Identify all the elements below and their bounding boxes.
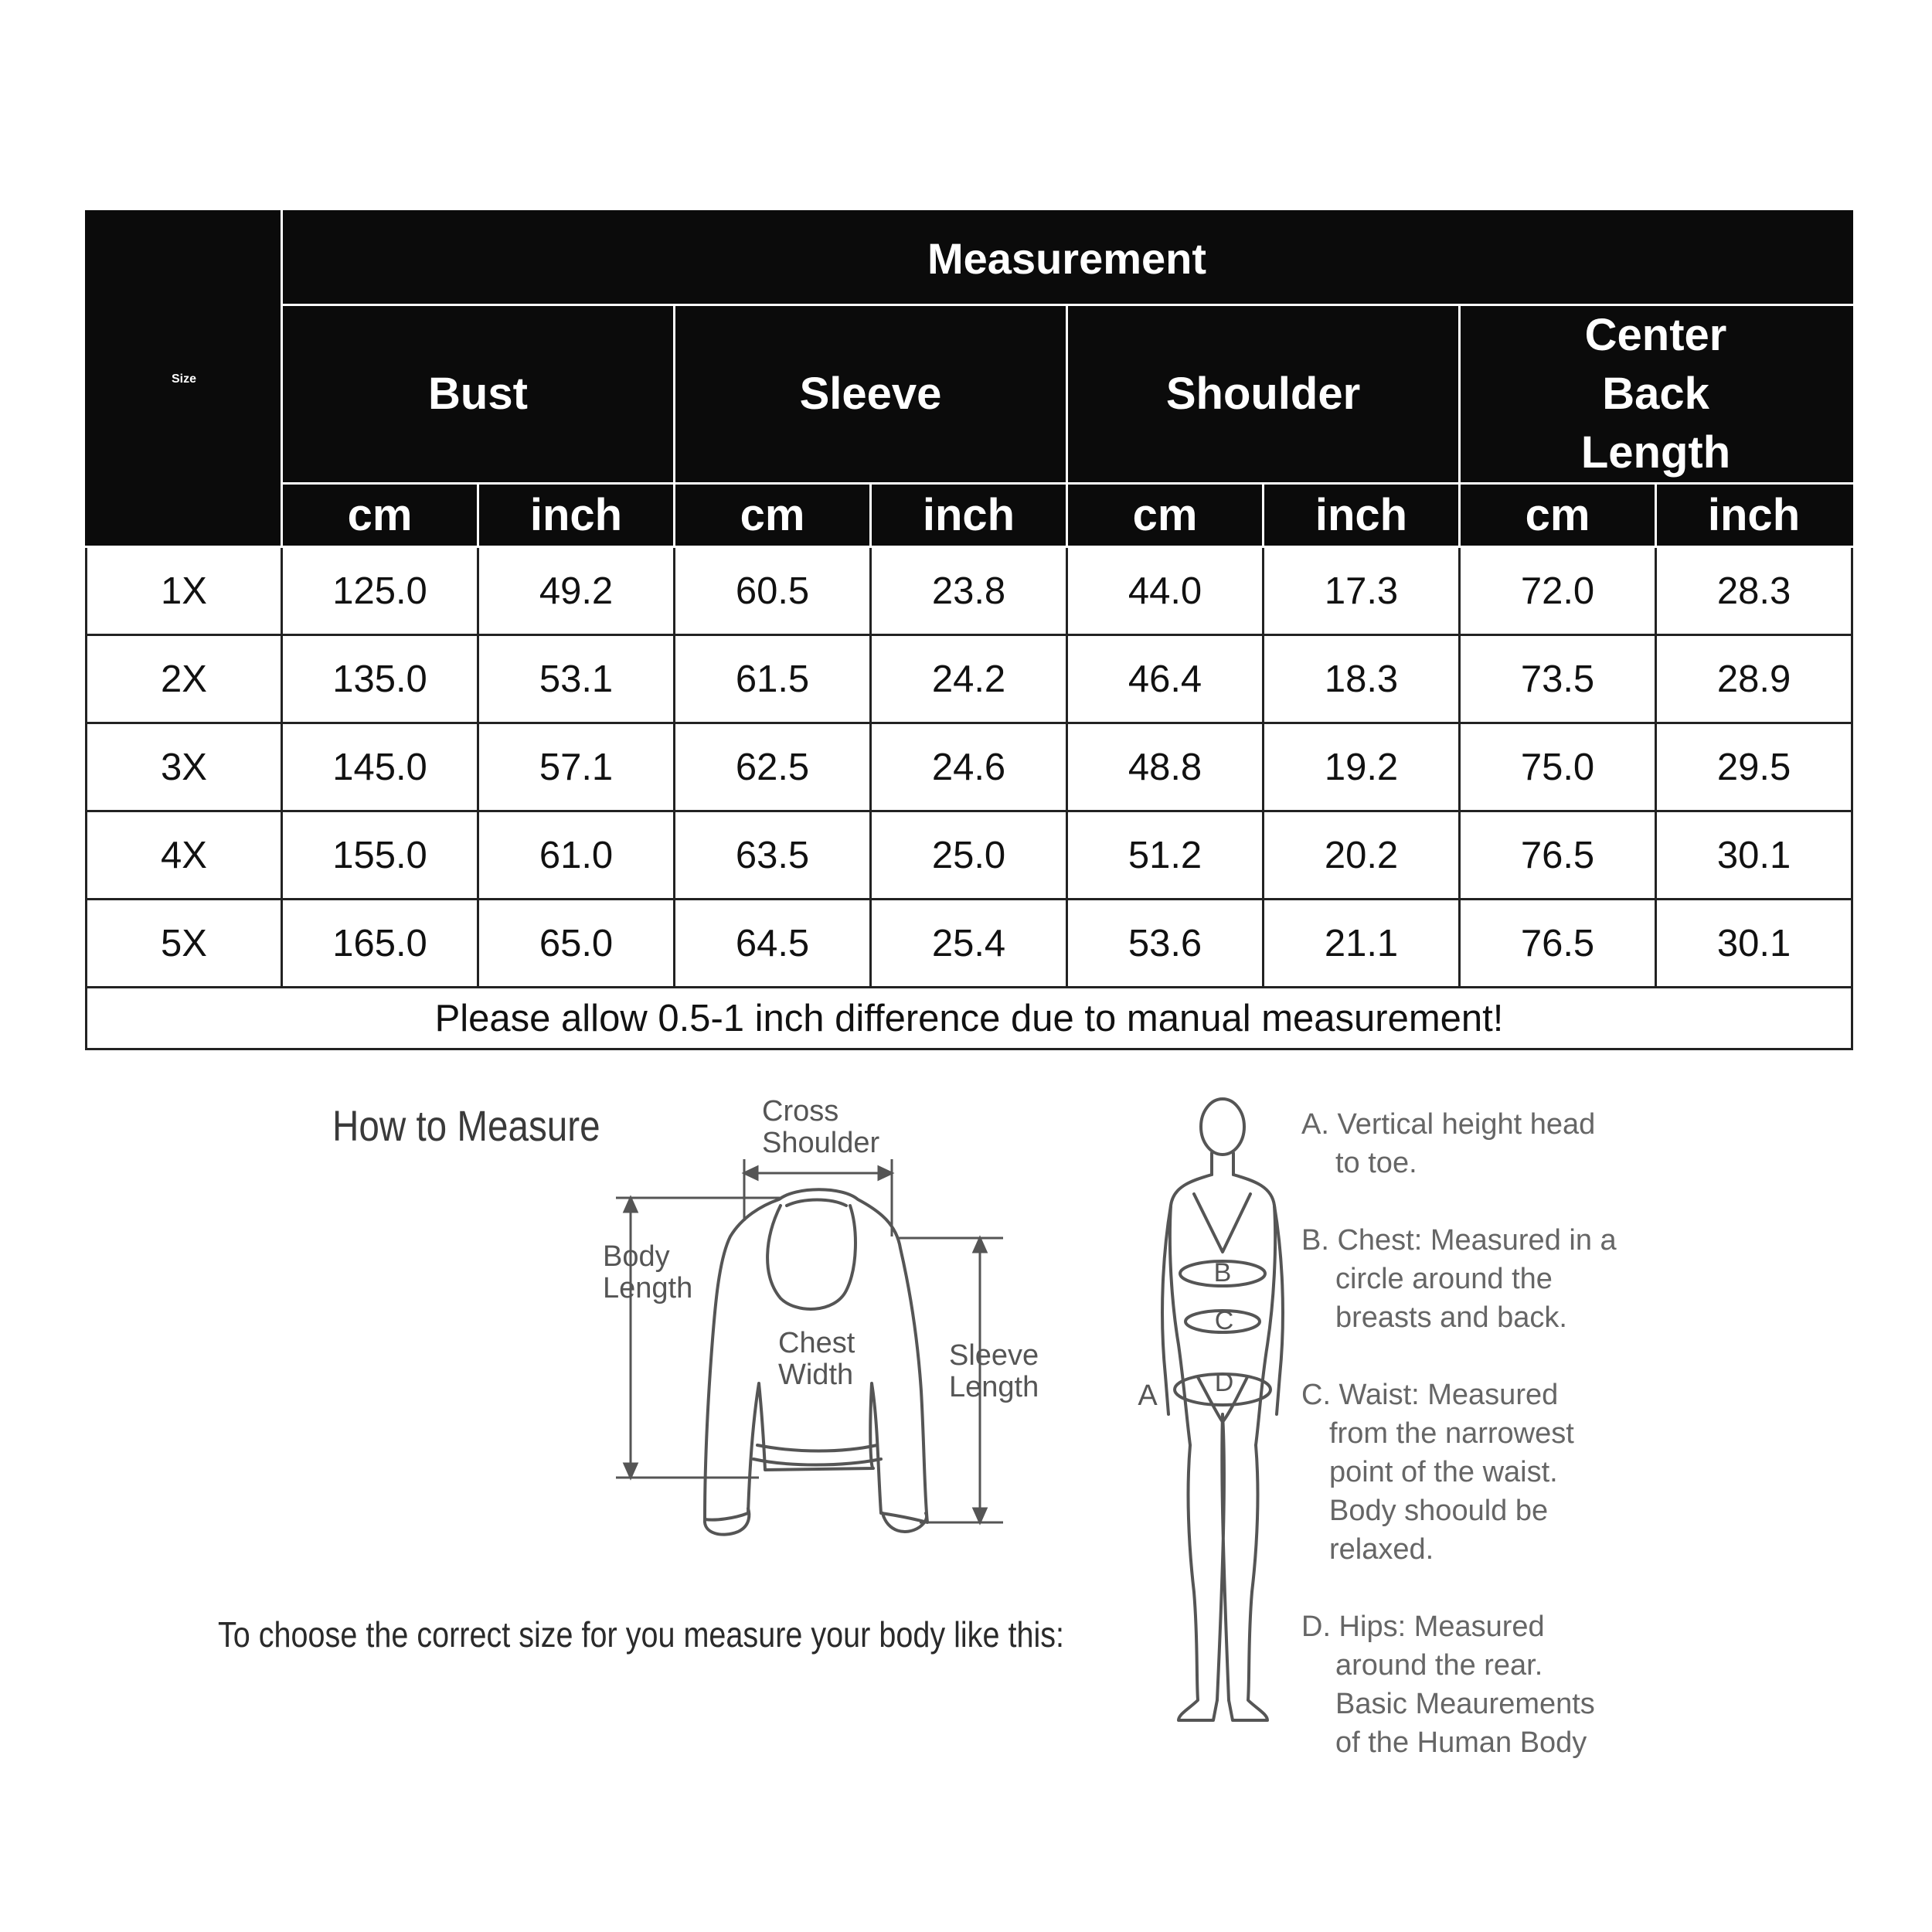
instruction-text: To choose the correct size for you measure your body like this: — [218, 1614, 1065, 1655]
value-cell: 61.5 — [675, 635, 871, 723]
bust-header: Bust — [282, 305, 675, 484]
legend-b-line1: B. Chest: Measured in a — [1301, 1224, 1617, 1257]
value-cell: 135.0 — [282, 635, 478, 723]
size-cell: 2X — [87, 635, 282, 723]
shoulder-header: Shoulder — [1067, 305, 1460, 484]
legend-b-line3: breasts and back. — [1335, 1301, 1567, 1334]
value-cell: 46.4 — [1067, 635, 1264, 723]
sweater-drawing — [705, 1189, 927, 1534]
legend-a-line2: to toe. — [1335, 1147, 1417, 1179]
value-cell: 29.5 — [1656, 723, 1852, 811]
value-cell: 165.0 — [282, 900, 478, 988]
sleeve-length-line1: Sleeve — [949, 1339, 1039, 1372]
value-cell: 125.0 — [282, 547, 478, 635]
point-d-label: D — [1214, 1368, 1234, 1397]
point-c-label: C — [1214, 1306, 1234, 1335]
value-cell: 60.5 — [675, 547, 871, 635]
chest-width-line2: Width — [778, 1359, 854, 1391]
value-cell: 49.2 — [478, 547, 675, 635]
point-b-label: B — [1213, 1258, 1232, 1287]
body-length-line1: Body — [603, 1240, 670, 1273]
value-cell: 62.5 — [675, 723, 871, 811]
value-cell: 48.8 — [1067, 723, 1264, 811]
value-cell: 65.0 — [478, 900, 675, 988]
legend-d-line2: around the rear. — [1335, 1649, 1543, 1682]
value-cell: 24.2 — [871, 635, 1067, 723]
cross-shoulder-line1: Cross — [762, 1095, 839, 1128]
size-cell: 5X — [87, 900, 282, 988]
value-cell: 76.5 — [1460, 900, 1656, 988]
legend-c-line3: point of the waist. — [1329, 1456, 1558, 1488]
size-cell: 4X — [87, 811, 282, 900]
value-cell: 25.4 — [871, 900, 1067, 988]
value-cell: 17.3 — [1264, 547, 1460, 635]
unit-header: cm — [282, 484, 478, 547]
legend-a-line1: A. Vertical height head — [1301, 1108, 1596, 1141]
legend-d-line4: of the Human Body — [1335, 1726, 1587, 1759]
legend-c-line2: from the narrowest — [1329, 1417, 1574, 1450]
value-cell: 63.5 — [675, 811, 871, 900]
value-cell: 61.0 — [478, 811, 675, 900]
value-cell: 24.6 — [871, 723, 1067, 811]
legend-c-line5: relaxed. — [1329, 1533, 1434, 1566]
cross-shoulder-line2: Shoulder — [762, 1127, 880, 1159]
unit-header: cm — [1460, 484, 1656, 547]
unit-header: inch — [1656, 484, 1852, 547]
unit-header: inch — [478, 484, 675, 547]
legend-c-line1: C. Waist: Measured — [1301, 1379, 1559, 1411]
value-cell: 20.2 — [1264, 811, 1460, 900]
chest-width-line1: Chest — [778, 1327, 855, 1359]
legend-b-line2: circle around the — [1335, 1263, 1553, 1295]
value-cell: 30.1 — [1656, 811, 1852, 900]
value-cell: 23.8 — [871, 547, 1067, 635]
legend-c — [1301, 1376, 1574, 1569]
body-length-line2: Length — [603, 1272, 693, 1304]
point-a-label: A — [1138, 1379, 1158, 1412]
value-cell: 75.0 — [1460, 723, 1656, 811]
measurement-note: Please allow 0.5-1 inch difference due to manual measurement! — [87, 988, 1852, 1049]
legend-d-line1: D. Hips: Measured — [1301, 1611, 1545, 1643]
value-cell: 44.0 — [1067, 547, 1264, 635]
value-cell: 19.2 — [1264, 723, 1460, 811]
value-cell: 72.0 — [1460, 547, 1656, 635]
legend-a — [1301, 1105, 1595, 1182]
value-cell: 53.6 — [1067, 900, 1264, 988]
sleeve-length-line2: Length — [949, 1371, 1039, 1403]
value-cell: 18.3 — [1264, 635, 1460, 723]
value-cell: 155.0 — [282, 811, 478, 900]
legend-d-line3: Basic Meaurements — [1335, 1688, 1595, 1720]
value-cell: 30.1 — [1656, 900, 1852, 988]
how-to-measure-title: How to Measure — [332, 1101, 600, 1150]
value-cell: 53.1 — [478, 635, 675, 723]
value-cell: 145.0 — [282, 723, 478, 811]
value-cell: 73.5 — [1460, 635, 1656, 723]
value-cell: 76.5 — [1460, 811, 1656, 900]
legend-b — [1301, 1221, 1617, 1337]
value-cell: 64.5 — [675, 900, 871, 988]
unit-header: inch — [871, 484, 1067, 547]
size-cell: 3X — [87, 723, 282, 811]
legend-c-line4: Body shoould be — [1329, 1495, 1549, 1527]
size-cell: 1X — [87, 547, 282, 635]
size-column-header: Size — [87, 212, 282, 547]
value-cell: 25.0 — [871, 811, 1067, 900]
unit-header: cm — [1067, 484, 1264, 547]
legend-d — [1301, 1607, 1595, 1762]
measurement-header: Measurement — [282, 212, 1852, 305]
unit-header: inch — [1264, 484, 1460, 547]
center-back-length-label: Center Back Length — [1580, 310, 1731, 478]
value-cell: 21.1 — [1264, 900, 1460, 988]
value-cell: 28.3 — [1656, 547, 1852, 635]
value-cell: 57.1 — [478, 723, 675, 811]
value-cell: 28.9 — [1656, 635, 1852, 723]
sleeve-header: Sleeve — [675, 305, 1067, 484]
value-cell: 51.2 — [1067, 811, 1264, 900]
human-body-drawing — [1162, 1099, 1283, 1720]
unit-header: cm — [675, 484, 871, 547]
